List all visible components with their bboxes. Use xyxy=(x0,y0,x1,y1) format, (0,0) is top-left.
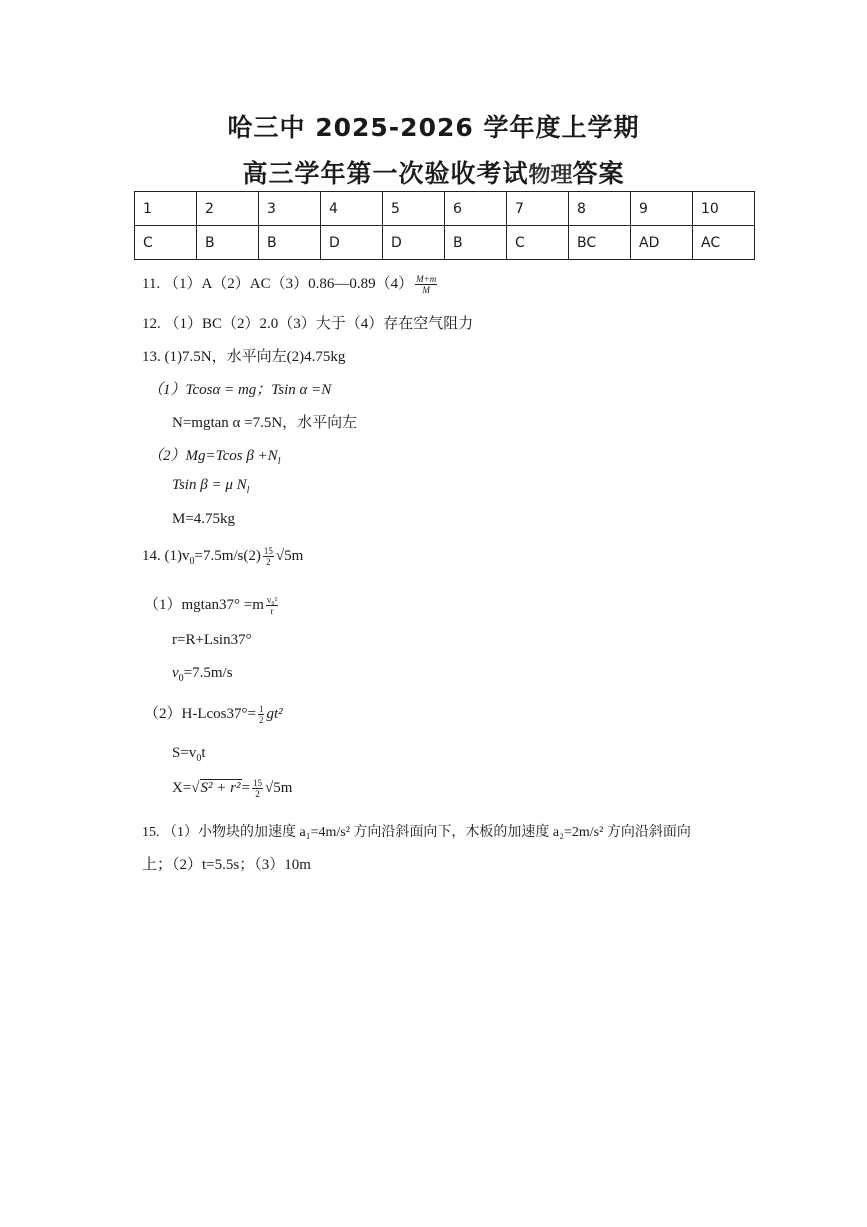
fraction-denominator: 2 xyxy=(255,789,260,799)
table-cell: AC xyxy=(693,226,755,260)
q14-step-1 xyxy=(144,593,280,616)
table-cell: 5 xyxy=(383,192,445,226)
fraction-numerator: 15 xyxy=(252,778,262,788)
q15-answer-line-1: 15. （1）小物块的加速度 a₁=4m/s² 方向沿斜面向下，木板的加速度 a₂=2m/s² 方向沿斜面向 xyxy=(142,825,691,840)
q14-step-6-text: X=√ xyxy=(172,779,200,796)
fraction-denominator: r xyxy=(270,606,274,617)
fraction-numerator: 1 xyxy=(258,704,264,715)
q14-step-5-text: t xyxy=(201,745,206,761)
q14-step-4 xyxy=(144,702,283,725)
subscript: 0 xyxy=(196,753,202,764)
subject-stamp: 物理 xyxy=(528,163,573,188)
question-number-row xyxy=(135,192,755,226)
table-cell: 1 xyxy=(135,192,197,226)
table-cell: 9 xyxy=(631,192,693,226)
fraction-numerator: 15 xyxy=(263,546,273,556)
q14-step-3-text: =7.5m/s xyxy=(183,665,233,681)
table-cell: B xyxy=(259,226,321,260)
subscript: l xyxy=(246,485,250,496)
q14-summary xyxy=(142,546,303,567)
q14-step-5-text: S=v xyxy=(172,745,197,761)
q14-step-6-fraction xyxy=(252,778,263,799)
table-cell: 10 xyxy=(693,192,755,226)
q13-step-1: （1）Tcosα = mg；Tsin α =N xyxy=(148,382,332,398)
q13-step-3-text: （2）Mg=Tcos β +N xyxy=(148,448,278,464)
q14-step-6-text: = xyxy=(241,779,250,796)
q14-step-4-text: （2）H-Lcos37°= xyxy=(144,706,256,722)
q13-step-4 xyxy=(172,477,249,496)
q15-answer-line-2: 上；（2）t=5.5s；（3）10m xyxy=(142,857,311,873)
table-cell: D xyxy=(383,226,445,260)
q14-summary-text: =7.5m/s(2) xyxy=(194,547,261,564)
table-cell: D xyxy=(321,226,383,260)
table-cell: AD xyxy=(631,226,693,260)
q14-summary-text: 14. (1)v xyxy=(142,547,190,564)
q14-step-4-fraction xyxy=(258,704,265,725)
table-cell: 8 xyxy=(569,192,631,226)
q12-answer: 12. （1）BC（2）2.0（3）大于（4）存在空气阻力 xyxy=(142,316,474,332)
table-cell: 2 xyxy=(197,192,259,226)
q14-step-6 xyxy=(172,778,292,799)
subscript: 0 xyxy=(178,673,184,684)
fraction-denominator: 2 xyxy=(266,557,271,567)
table-cell: 7 xyxy=(507,192,569,226)
fraction-denominator: M xyxy=(422,285,430,296)
q13-step-2: N=mgtan α =7.5N，水平向左 xyxy=(172,415,358,431)
q14-step-1-text: （1）mgtan37° =m xyxy=(144,597,264,613)
q11-text: 11. （1）A（2）AC（3）0.86—0.89（4） xyxy=(142,276,414,292)
q14-step-5 xyxy=(172,745,205,764)
fraction-denominator: 2 xyxy=(258,715,264,726)
q13-step-5: M=4.75kg xyxy=(172,511,236,527)
table-cell: 6 xyxy=(445,192,507,226)
q14-step-1-fraction xyxy=(266,595,278,616)
fraction-numerator: M+m xyxy=(416,274,437,285)
q14-step-3-text: v xyxy=(172,665,179,681)
subscript: 0 xyxy=(189,555,195,567)
q14-step-3 xyxy=(172,665,233,684)
q13-step-3 xyxy=(148,444,280,467)
q14-summary-text: √5m xyxy=(275,547,304,564)
q11-fraction xyxy=(415,274,437,295)
q14-step-4-text: gt² xyxy=(266,706,283,722)
subscript: l xyxy=(277,456,281,467)
q14-summary-fraction xyxy=(263,546,274,567)
table-cell: 4 xyxy=(321,192,383,226)
table-cell: B xyxy=(445,226,507,260)
subtitle-suffix: 答案 xyxy=(572,159,625,188)
subtitle-prefix: 高三学年第一次验收考试 xyxy=(242,159,529,188)
q14-step-6-text: √5m xyxy=(264,779,293,796)
table-cell: 3 xyxy=(259,192,321,226)
table-cell: B xyxy=(197,226,259,260)
page-subtitle xyxy=(0,154,867,190)
page-title: 哈三中 2025-2026 学年度上学期 xyxy=(227,113,640,142)
answer-row xyxy=(135,226,755,260)
table-cell: C xyxy=(135,226,197,260)
q13-step-4-text: Tsin β = μ N xyxy=(172,477,247,493)
q11-answer xyxy=(142,272,439,295)
q14-step-2: r=R+Lsin37° xyxy=(172,632,252,648)
q13-summary: 13. (1)7.5N，水平向左(2)4.75kg xyxy=(142,349,346,365)
table-cell: BC xyxy=(569,226,631,260)
square-root-content: S² + r² xyxy=(200,779,241,796)
table-cell: C xyxy=(507,226,569,260)
fraction-numerator: v₀² xyxy=(266,595,278,606)
multiple-choice-answer-table xyxy=(134,191,755,260)
